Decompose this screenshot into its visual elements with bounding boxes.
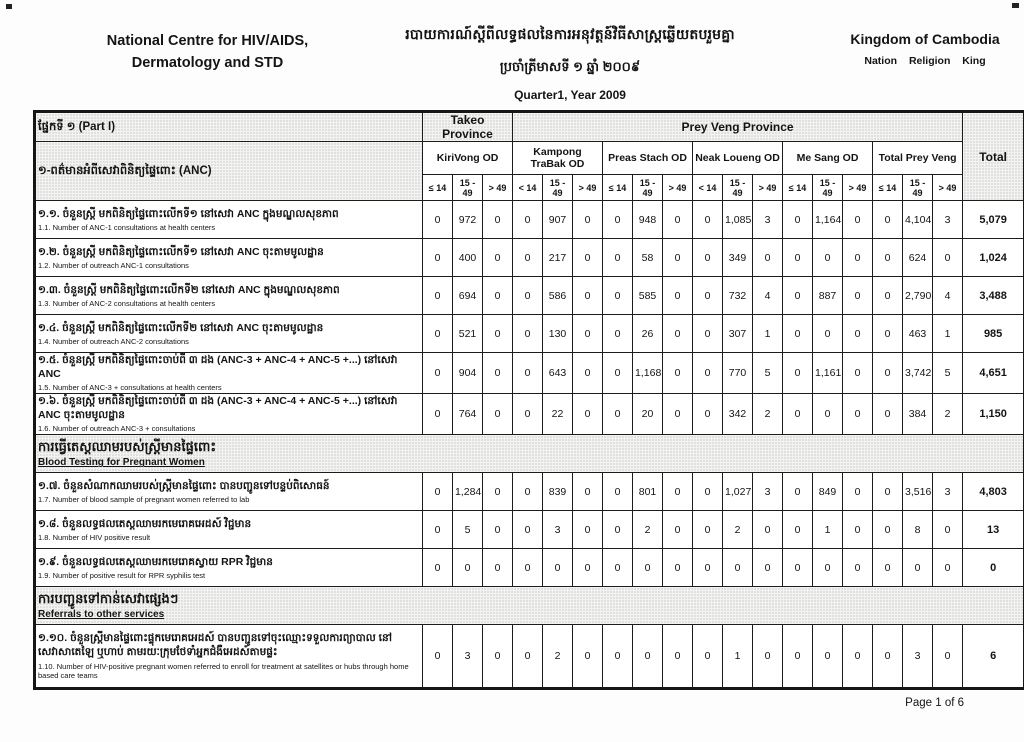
- value-cell: 1: [813, 511, 843, 549]
- value-cell: 0: [633, 549, 663, 587]
- value-cell: 0: [813, 394, 843, 435]
- value-cell: 1,085: [723, 201, 753, 239]
- value-cell: 0: [843, 315, 873, 353]
- value-cell: 0: [813, 625, 843, 689]
- value-cell: 0: [843, 549, 873, 587]
- value-cell: 0: [603, 394, 633, 435]
- age-band-header: 15 - 49: [723, 175, 753, 201]
- value-cell: 3,516: [903, 473, 933, 511]
- value-cell: 0: [873, 239, 903, 277]
- row-label-english: 1.9. Number of positive result for RPR syphilis test: [38, 570, 206, 580]
- value-cell: 0: [873, 201, 903, 239]
- section-title-english: Blood Testing for Pregnant Women: [38, 457, 205, 469]
- value-cell: 0: [783, 511, 813, 549]
- value-cell: 0: [453, 549, 483, 587]
- od-header-5: Me Sang OD: [783, 142, 873, 175]
- value-cell: 770: [723, 353, 753, 394]
- value-cell: 0: [513, 473, 543, 511]
- age-band-header: > 49: [753, 175, 783, 201]
- section1-title: ១-ពត៌មានអំពីសេវាពិនិត្យផ្ទៃពោះ (ANC): [35, 142, 423, 201]
- value-cell: 0: [693, 277, 723, 315]
- row-label: [35, 277, 423, 315]
- value-cell: 3: [933, 473, 963, 511]
- value-cell: 0: [423, 511, 453, 549]
- value-cell: 2: [753, 394, 783, 435]
- table-row: [35, 394, 1024, 435]
- value-cell: 0: [573, 277, 603, 315]
- value-cell: 0: [573, 394, 603, 435]
- value-cell: 0: [783, 625, 813, 689]
- table-row: [35, 239, 1024, 277]
- value-cell: 0: [843, 625, 873, 689]
- value-cell: 58: [633, 239, 663, 277]
- value-cell: 0: [573, 315, 603, 353]
- row-total: 3,488: [963, 277, 1024, 315]
- value-cell: 0: [813, 239, 843, 277]
- row-label-khmer: ១.៤. ចំនួនស្ត្រី មកពិនិត្យផ្ទៃពោះលើកទី២ នៅសេវា ANC ចុះតាមមូលដ្ឋាន: [38, 321, 324, 334]
- value-cell: 0: [573, 549, 603, 587]
- total-column-header: Total: [963, 112, 1024, 201]
- value-cell: 0: [513, 549, 543, 587]
- age-band-header: ≤ 14: [783, 175, 813, 201]
- value-cell: 3: [933, 201, 963, 239]
- table-row: [35, 201, 1024, 239]
- national-motto: Nation Religion King: [864, 55, 986, 67]
- kingdom-name: Kingdom of Cambodia: [850, 31, 1000, 47]
- value-cell: 0: [693, 353, 723, 394]
- value-cell: 887: [813, 277, 843, 315]
- row-label-english: 1.2. Number of outreach ANC-1 consultations: [38, 260, 189, 270]
- value-cell: 0: [693, 394, 723, 435]
- value-cell: 0: [483, 201, 513, 239]
- value-cell: 342: [723, 394, 753, 435]
- value-cell: 0: [843, 394, 873, 435]
- value-cell: 732: [723, 277, 753, 315]
- value-cell: 0: [843, 277, 873, 315]
- value-cell: 0: [873, 473, 903, 511]
- scan-artifact: [1012, 3, 1019, 8]
- value-cell: 907: [543, 201, 573, 239]
- value-cell: 22: [543, 394, 573, 435]
- row-total: 0: [963, 549, 1024, 587]
- od-header-4: Neak Loueng OD: [693, 142, 783, 175]
- value-cell: 839: [543, 473, 573, 511]
- row-label-khmer: ១.៩. ចំនួនលទ្ធផលតេស្តឈាមរកមេរោគស្វាយ RPR វិជ្ជមាន: [38, 555, 273, 568]
- value-cell: 0: [513, 239, 543, 277]
- value-cell: 0: [513, 315, 543, 353]
- value-cell: 0: [843, 511, 873, 549]
- value-cell: 0: [843, 353, 873, 394]
- table-row: [35, 353, 1024, 394]
- row-total: 13: [963, 511, 1024, 549]
- row-label-khmer: ១.៣. ចំនួនស្ត្រី មកពិនិត្យផ្ទៃពោះលើកទី២ នៅសេវា ANC ក្នុងមណ្ឌលសុខភាព: [38, 283, 340, 296]
- value-cell: 0: [603, 473, 633, 511]
- section-row: [35, 587, 1024, 625]
- report-title-khmer: របាយការណ៍ស្តីពីលទ្ធផលនៃការអនុវត្តន៍វិធីសាស្ត្រឆ្លើយតបរួមគ្នា: [405, 26, 735, 42]
- value-cell: 0: [573, 353, 603, 394]
- row-label: [35, 353, 423, 394]
- value-cell: 3: [543, 511, 573, 549]
- value-cell: 3: [903, 625, 933, 689]
- value-cell: 0: [783, 473, 813, 511]
- value-cell: 0: [663, 625, 693, 689]
- value-cell: 0: [423, 353, 453, 394]
- value-cell: 0: [513, 625, 543, 689]
- value-cell: 2: [543, 625, 573, 689]
- value-cell: 0: [423, 394, 453, 435]
- province-header-prey-veng: Prey Veng Province: [513, 112, 963, 142]
- value-cell: 3: [453, 625, 483, 689]
- age-band-header: 15 - 49: [813, 175, 843, 201]
- value-cell: 0: [513, 394, 543, 435]
- part-label: ផ្នែកទី ១ (Part I): [35, 112, 423, 142]
- value-cell: 0: [603, 239, 633, 277]
- value-cell: 0: [663, 511, 693, 549]
- organization-line1: National Centre for HIV/AIDS,: [106, 33, 309, 49]
- value-cell: 0: [663, 277, 693, 315]
- value-cell: 0: [873, 625, 903, 689]
- age-band-header: 15 - 49: [453, 175, 483, 201]
- table-row: [35, 473, 1024, 511]
- value-cell: 0: [693, 315, 723, 353]
- row-label: [35, 201, 423, 239]
- value-cell: 0: [873, 277, 903, 315]
- value-cell: 0: [813, 549, 843, 587]
- value-cell: 0: [483, 625, 513, 689]
- value-cell: 0: [723, 549, 753, 587]
- value-cell: 0: [663, 473, 693, 511]
- value-cell: 5: [933, 353, 963, 394]
- table-row: [35, 625, 1024, 689]
- age-band-header: ≤ 14: [423, 175, 453, 201]
- value-cell: 0: [933, 239, 963, 277]
- value-cell: 1,161: [813, 353, 843, 394]
- value-cell: 849: [813, 473, 843, 511]
- section-header: [35, 435, 1024, 473]
- value-cell: 0: [663, 394, 693, 435]
- value-cell: 0: [573, 473, 603, 511]
- value-cell: 0: [843, 473, 873, 511]
- value-cell: 1,284: [453, 473, 483, 511]
- row-label-english: 1.3. Number of ANC-2 consultations at health centers: [38, 298, 216, 308]
- row-label-khmer: ១.៦. ចំនួនស្ត្រី មកពិនិត្យផ្ទៃពោះចាប់ពី ៣ ដង (ANC-3 + ANC-4 + ANC-5 +...) នៅសេវា ANC ចុះតាមមូលដ្ឋាន: [38, 395, 398, 422]
- row-label-english: 1.10. Number of HIV-positive pregnant women referred to enroll for treatment at satellites or hubs through home based care teams: [38, 661, 409, 681]
- table-row: [35, 549, 1024, 587]
- value-cell: 4: [933, 277, 963, 315]
- value-cell: 0: [423, 201, 453, 239]
- value-cell: 1,164: [813, 201, 843, 239]
- value-cell: 0: [933, 511, 963, 549]
- value-cell: 904: [453, 353, 483, 394]
- section-title-khmer: ការបញ្ជូនទៅកាន់សេវាផ្សេងៗ: [38, 590, 179, 606]
- value-cell: 0: [753, 549, 783, 587]
- value-cell: 0: [513, 511, 543, 549]
- row-label-khmer: ១.៥. ចំនួនស្ត្រី មកពិនិត្យផ្ទៃពោះចាប់ពី ៣ ដង (ANC-3 + ANC-4 + ANC-5 +...) នៅសេវា ANC: [38, 354, 398, 381]
- value-cell: 463: [903, 315, 933, 353]
- value-cell: 0: [483, 549, 513, 587]
- row-label: [35, 549, 423, 587]
- value-cell: 384: [903, 394, 933, 435]
- row-label: [35, 239, 423, 277]
- row-label-english: 1.6. Number of outreach ANC-3 + consultations: [38, 424, 196, 434]
- organization-name: [80, 30, 335, 75]
- value-cell: 948: [633, 201, 663, 239]
- value-cell: 0: [753, 625, 783, 689]
- row-label-english: 1.5. Number of ANC-3 + consultations at health centers: [38, 383, 222, 393]
- value-cell: 1: [723, 625, 753, 689]
- value-cell: 349: [723, 239, 753, 277]
- age-band-header: 15 - 49: [543, 175, 573, 201]
- row-total: 4,651: [963, 353, 1024, 394]
- age-band-header: > 49: [483, 175, 513, 201]
- row-label: [35, 473, 423, 511]
- value-cell: 0: [933, 625, 963, 689]
- section-title-khmer: ការធ្វើតេស្តឈាមរបស់ស្ត្រីមានផ្ទៃពោះ: [38, 438, 217, 454]
- age-band-header: > 49: [843, 175, 873, 201]
- value-cell: 1: [933, 315, 963, 353]
- value-cell: 0: [423, 473, 453, 511]
- row-total: 1,024: [963, 239, 1024, 277]
- row-label: [35, 315, 423, 353]
- value-cell: 0: [663, 239, 693, 277]
- row-label: [35, 625, 423, 689]
- value-cell: 0: [933, 549, 963, 587]
- value-cell: 130: [543, 315, 573, 353]
- row-total: 5,079: [963, 201, 1024, 239]
- value-cell: 0: [483, 353, 513, 394]
- value-cell: 0: [603, 625, 633, 689]
- value-cell: 5: [753, 353, 783, 394]
- scan-artifact: [6, 4, 12, 9]
- age-band-header: > 49: [573, 175, 603, 201]
- row-label: [35, 394, 423, 435]
- value-cell: 0: [423, 315, 453, 353]
- value-cell: 0: [873, 394, 903, 435]
- report-quarter: Quarter1, Year 2009: [514, 88, 626, 102]
- value-cell: 0: [873, 549, 903, 587]
- value-cell: 400: [453, 239, 483, 277]
- value-cell: 0: [513, 277, 543, 315]
- row-label-khmer: ១.២. ចំនួនស្ត្រី មកពិនិត្យផ្ទៃពោះលើកទី១ នៅសេវា ANC ចុះតាមមូលដ្ឋាន: [38, 245, 324, 258]
- kingdom-block: [830, 31, 1020, 67]
- organization-line2: Dermatology and STD: [131, 55, 284, 72]
- value-cell: 0: [783, 315, 813, 353]
- value-cell: 0: [483, 277, 513, 315]
- row-label-english: 1.8. Number of HIV positive result: [38, 532, 151, 542]
- value-cell: 0: [423, 549, 453, 587]
- value-cell: 0: [633, 625, 663, 689]
- value-cell: 0: [843, 201, 873, 239]
- section-title-english: Referrals to other services: [38, 609, 165, 621]
- value-cell: 0: [603, 315, 633, 353]
- value-cell: 0: [483, 511, 513, 549]
- row-label-khmer: ១.១០. ចំនួនស្ត្រីមានផ្ទៃពោះផ្ទុកមេរោគអេដស៍ បានបញ្ជូនទៅចុះឈ្មោះទទួលការព្យាបាល នៅសេវាសាតេឡៃ ឬហាប់ តាមរយៈក្រុមថែទាំអ្នកជំងឺអេដស៍តាមផ្ទះ: [38, 632, 392, 659]
- value-cell: 0: [483, 315, 513, 353]
- value-cell: 0: [663, 353, 693, 394]
- value-cell: 4: [753, 277, 783, 315]
- value-cell: 972: [453, 201, 483, 239]
- value-cell: 585: [633, 277, 663, 315]
- age-band-header: ≤ 14: [603, 175, 633, 201]
- province-header-takeo: Takeo Province: [423, 112, 513, 142]
- age-band-header: > 49: [933, 175, 963, 201]
- value-cell: 0: [693, 473, 723, 511]
- value-cell: 0: [783, 201, 813, 239]
- value-cell: 0: [753, 239, 783, 277]
- value-cell: 0: [573, 625, 603, 689]
- value-cell: 0: [813, 315, 843, 353]
- table-row: [35, 315, 1024, 353]
- value-cell: 0: [573, 239, 603, 277]
- value-cell: 0: [483, 473, 513, 511]
- section-header: [35, 587, 1024, 625]
- value-cell: 2: [723, 511, 753, 549]
- row-total: 6: [963, 625, 1024, 689]
- value-cell: 2: [933, 394, 963, 435]
- table-row: [35, 277, 1024, 315]
- section-row: [35, 435, 1024, 473]
- value-cell: 3,742: [903, 353, 933, 394]
- value-cell: 0: [603, 511, 633, 549]
- value-cell: 0: [873, 315, 903, 353]
- value-cell: 0: [513, 353, 543, 394]
- value-cell: 0: [573, 201, 603, 239]
- value-cell: 3: [753, 201, 783, 239]
- value-cell: 643: [543, 353, 573, 394]
- value-cell: 0: [693, 201, 723, 239]
- value-cell: 0: [693, 511, 723, 549]
- value-cell: 0: [843, 239, 873, 277]
- value-cell: 0: [903, 549, 933, 587]
- value-cell: 5: [453, 511, 483, 549]
- value-cell: 801: [633, 473, 663, 511]
- od-header-3: Preas Stach OD: [603, 142, 693, 175]
- od-header-2: Kampong TraBak OD: [513, 142, 603, 175]
- age-band-header: < 14: [693, 175, 723, 201]
- row-label-khmer: ១.៨. ចំនួនលទ្ធផលតេស្តឈាមរកមេរោគអេដស៍ វិជ្ជមាន: [38, 517, 252, 530]
- age-band-header: ≤ 14: [873, 175, 903, 201]
- value-cell: 0: [483, 394, 513, 435]
- value-cell: 0: [603, 353, 633, 394]
- value-cell: 2: [633, 511, 663, 549]
- value-cell: 764: [453, 394, 483, 435]
- od-header-6: Total Prey Veng: [873, 142, 963, 175]
- row-total: 4,803: [963, 473, 1024, 511]
- value-cell: 0: [783, 277, 813, 315]
- value-cell: 4,104: [903, 201, 933, 239]
- row-label-english: 1.1. Number of ANC-1 consultations at health centers: [38, 222, 216, 232]
- value-cell: 0: [873, 511, 903, 549]
- age-band-header: < 14: [513, 175, 543, 201]
- value-cell: 0: [603, 549, 633, 587]
- value-cell: 0: [513, 201, 543, 239]
- value-cell: 0: [783, 394, 813, 435]
- value-cell: 0: [423, 239, 453, 277]
- row-label-khmer: ១.៧. ចំនួនសំណាកឈាមរបស់ស្ត្រីមានផ្ទៃពោះ បានបញ្ជូនទៅបន្ទប់ពិសោធន៍: [38, 479, 330, 492]
- report-subtitle-khmer: ប្រចាំត្រីមាសទី ១ ឆ្នាំ ២០០៩: [499, 59, 641, 74]
- value-cell: 0: [423, 625, 453, 689]
- age-band-header: 15 - 49: [633, 175, 663, 201]
- value-cell: 0: [753, 511, 783, 549]
- value-cell: 26: [633, 315, 663, 353]
- value-cell: 8: [903, 511, 933, 549]
- value-cell: 0: [783, 353, 813, 394]
- table-row: [35, 511, 1024, 549]
- value-cell: 694: [453, 277, 483, 315]
- row-total: 1,150: [963, 394, 1024, 435]
- value-cell: 0: [483, 239, 513, 277]
- value-cell: 586: [543, 277, 573, 315]
- row-total: 985: [963, 315, 1024, 353]
- row-label-english: 1.7. Number of blood sample of pregnant women referred to lab: [38, 494, 250, 504]
- value-cell: 521: [453, 315, 483, 353]
- value-cell: 2,790: [903, 277, 933, 315]
- value-cell: 1: [753, 315, 783, 353]
- page-number: Page 1 of 6: [905, 697, 964, 709]
- age-band-header: 15 - 49: [903, 175, 933, 201]
- value-cell: 307: [723, 315, 753, 353]
- value-cell: 0: [663, 549, 693, 587]
- value-cell: 0: [543, 549, 573, 587]
- value-cell: 0: [603, 201, 633, 239]
- value-cell: 0: [663, 201, 693, 239]
- report-title-block: [365, 25, 775, 102]
- value-cell: 0: [783, 549, 813, 587]
- value-cell: 1,027: [723, 473, 753, 511]
- value-cell: 0: [573, 511, 603, 549]
- value-cell: 0: [783, 239, 813, 277]
- value-cell: 20: [633, 394, 663, 435]
- value-cell: 0: [873, 353, 903, 394]
- row-label: [35, 511, 423, 549]
- value-cell: 3: [753, 473, 783, 511]
- report-table: [33, 110, 1024, 690]
- value-cell: 0: [693, 239, 723, 277]
- age-band-header: > 49: [663, 175, 693, 201]
- row-label-english: 1.4. Number of outreach ANC-2 consultations: [38, 336, 189, 346]
- value-cell: 0: [663, 315, 693, 353]
- row-label-khmer: ១.១. ចំនួនស្ត្រី មកពិនិត្យផ្ទៃពោះលើកទី១ នៅសេវា ANC ក្នុងមណ្ឌលសុខភាព: [38, 207, 339, 220]
- value-cell: 0: [603, 277, 633, 315]
- value-cell: 0: [423, 277, 453, 315]
- value-cell: 624: [903, 239, 933, 277]
- value-cell: 217: [543, 239, 573, 277]
- value-cell: 0: [693, 625, 723, 689]
- value-cell: 1,168: [633, 353, 663, 394]
- od-header-1: KiriVong OD: [423, 142, 513, 175]
- value-cell: 0: [693, 549, 723, 587]
